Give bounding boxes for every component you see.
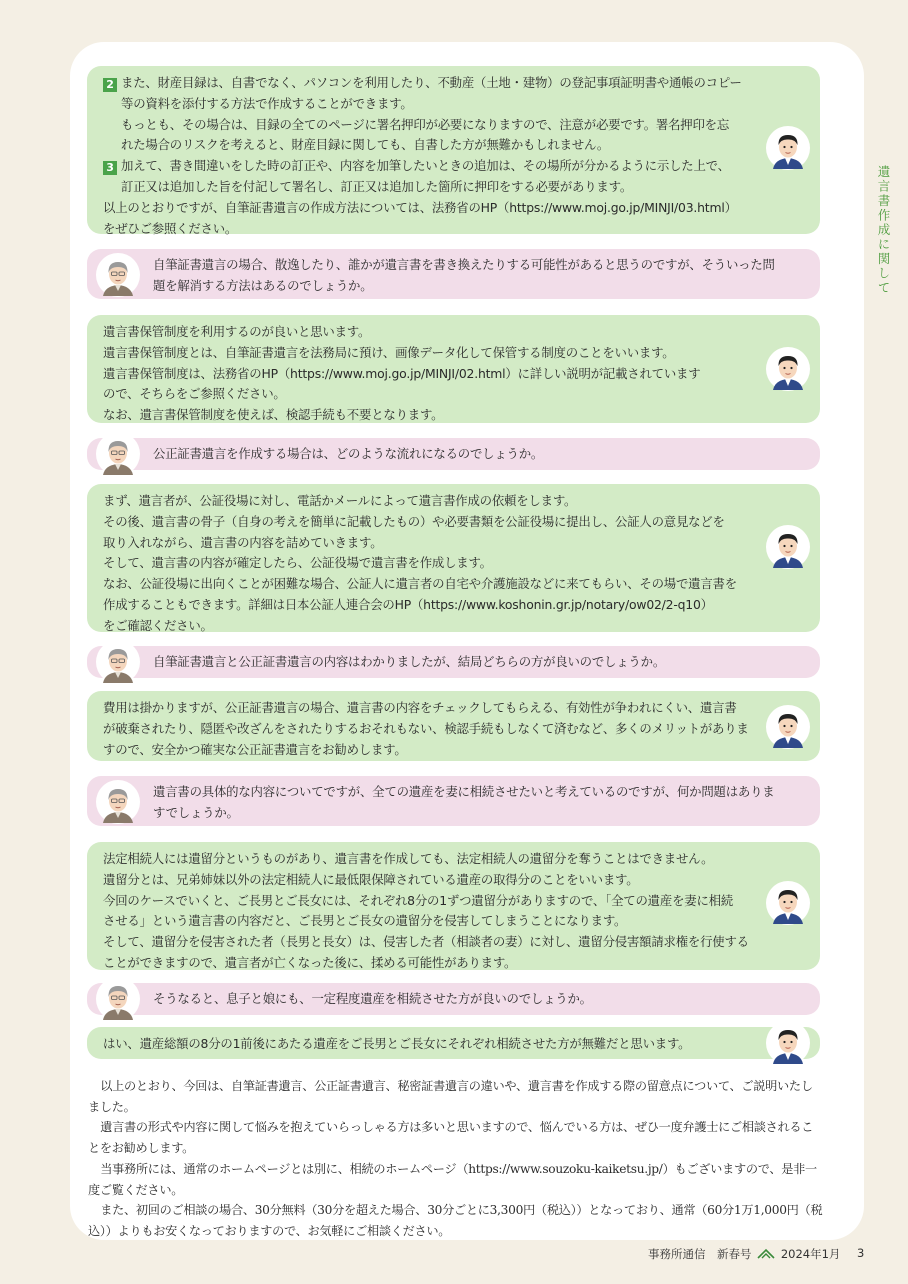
page-number: 3 xyxy=(857,1246,865,1260)
lawyer-avatar-icon xyxy=(765,704,811,750)
client-avatar-icon xyxy=(95,431,141,477)
closing-paragraph: また、初回のご相談の場合、30分無料（30分を超えた場合、30分ごとに3,300円（税込））となっており、通常（60分1万1,000円（税込））よりもお安くなっておりますので、お気軽にご相談ください。 xyxy=(88,1203,823,1238)
client-avatar-icon xyxy=(95,779,141,825)
footer-date: 2024年1月 xyxy=(780,1247,841,1261)
lawyer-avatar-icon xyxy=(765,125,811,171)
answer-bubble-4: 費用は掛かりますが、公正証書遺言の場合、遺言書の内容をチェックしてもらえる、有効性が争われにくい、遺言書 が破棄されたり、隠匿や改ざんをされたりするおそれもない、検認手続もしなくて済むなど、多くのメリットがありま すので、安全かつ確実な公正証書遺言をお勧めします。 xyxy=(87,691,820,761)
lawyer-avatar-icon xyxy=(765,346,811,392)
closing-paragraph: 以上のとおり、今回は、自筆証書遺言、公正証書遺言、秘密証書遺言の違いや、遺言書を作成する際の留意点について、ご説明いたしました。 xyxy=(88,1079,813,1114)
lawyer-avatar-icon xyxy=(765,524,811,570)
closing-paragraph: 当事務所には、通常のホームページとは別に、相続のホームページ（https://www.souzoku-kaiketsu.jp/）もございますので、是非一度ご覧ください。 xyxy=(88,1161,817,1197)
footer xyxy=(648,1246,840,1262)
question-bubble-3: 自筆証書遺言と公正証書遺言の内容はわかりましたが、結局どちらの方が良いのでしょうか。 xyxy=(87,646,820,678)
closing-text xyxy=(88,1076,824,1242)
number-badge: 2 xyxy=(103,78,117,92)
question-bubble-1: 自筆証書遺言の場合、散逸したり、誰かが遺言書を書き換えたりする可能性があると思うのですが、そういった問 題を解消する方法はあるのでしょうか。 xyxy=(87,249,820,299)
answer-bubble-6: はい、遺産総額の8分の1前後にあたる遺産をご長男とご長女にそれぞれ相続させた方が無難だと思います。 xyxy=(87,1027,820,1059)
pine-logo-icon xyxy=(757,1248,775,1260)
question-bubble-2: 公正証書遺言を作成する場合は、どのような流れになるのでしょうか。 xyxy=(87,438,820,470)
question-bubble-4: 遺言書の具体的な内容についてですが、全ての遺産を妻に相続させたいと考えているのですが、何か問題はありま すでしょうか。 xyxy=(87,776,820,826)
lawyer-avatar-icon xyxy=(765,1020,811,1066)
answer-bubble-1: 2 また、財産目録は、自書でなく、パソコンを利用したり、不動産（土地・建物）の登記事項証明書や通帳のコピー 等の資料を添付する方法で作成することができます。 もっとも、その場合は、目録の全てのページに署名押印が必要になりますので、注意が必要です。署名押印を忘 れた場合のリスクを考えると、財産目録に関しても、自書した方が無難かもしれません。 3 加えて、書き間違いをした時の訂正や、内容を加筆したいときの追加は、その場所が分かるように示した上で、 訂正又は追加した旨を付記して署名し、訂正又は追加した箇所に押印をする必要があります。 以上のとおりですが、自筆証書遺言の作成方法については、法務省のHP（https://www.moj.go.jp/MINJI/03.html） をぜひご参照ください。 xyxy=(87,66,820,234)
client-avatar-icon xyxy=(95,976,141,1022)
answer-bubble-5: 法定相続人には遺留分というものがあり、遺言書を作成しても、法定相続人の遺留分を奪うことはできません。 遺留分とは、兄弟姉妹以外の法定相続人に最低限保障されている遺産の取得分のことをいいます。 今回のケースでいくと、ご長男とご長女には、それぞれ8分の1ずつ遺留分がありますので、「全ての遺産を妻に相続 させる」という遺言書の内容だと、ご長男とご長女の遺留分を侵害してしまうことになります。 そして、遺留分を侵害された者（長男と長女）は、侵害した者（相談者の妻）に対し、遺留分侵害額請求権を行使する ことができますので、遺言者が亡くなった後に、揉める可能性があります。 xyxy=(87,842,820,970)
question-bubble-5: そうなると、息子と娘にも、一定程度遺産を相続させた方が良いのでしょうか。 xyxy=(87,983,820,1015)
answer-bubble-2: 遺言書保管制度を利用するのが良いと思います。 遺言書保管制度とは、自筆証書遺言を法務局に預け、画像データ化して保管する制度のことをいいます。 遺言書保管制度は、法務省のHP（https://www.moj.go.jp/MINJI/02.html）に詳しい説明が記載されています ので、そちらをご参照ください。 なお、遺言書保管制度を使えば、検認手続も不要となります。 xyxy=(87,315,820,423)
client-avatar-icon xyxy=(95,639,141,685)
client-avatar-icon xyxy=(95,252,141,298)
footer-publication: 事務所通信 新春号 xyxy=(648,1247,752,1261)
closing-paragraph: 遺言書の形式や内容に関して悩みを抱えていらっしゃる方は多いと思いますので、悩んでいる方は、ぜひ一度弁護士にご相談されることをお勧めします。 xyxy=(88,1120,814,1156)
side-section-label: 遺言書作成に関して xyxy=(876,165,891,296)
number-badge: 3 xyxy=(103,161,117,175)
answer-bubble-3: まず、遺言者が、公証役場に対し、電話かメールによって遺言書作成の依頼をします。 その後、遺言書の骨子（自身の考えを簡単に記載したもの）や必要書類を公証役場に提出し、公証人の意見などを 取り入れながら、遺言書の内容を詰めていきます。 そして、遺言書の内容が確定したら、公証役場で遺言書を作成します。 なお、公証役場に出向くことが困難な場合、公証人に遺言者の自宅や介護施設などに来てもらい、その場で遺言書を 作成することもできます。詳細は日本公証人連合会のHP（https://www.koshonin.gr.jp/notary/ow02/2-q10） をご確認ください。 xyxy=(87,484,820,632)
lawyer-avatar-icon xyxy=(765,880,811,926)
